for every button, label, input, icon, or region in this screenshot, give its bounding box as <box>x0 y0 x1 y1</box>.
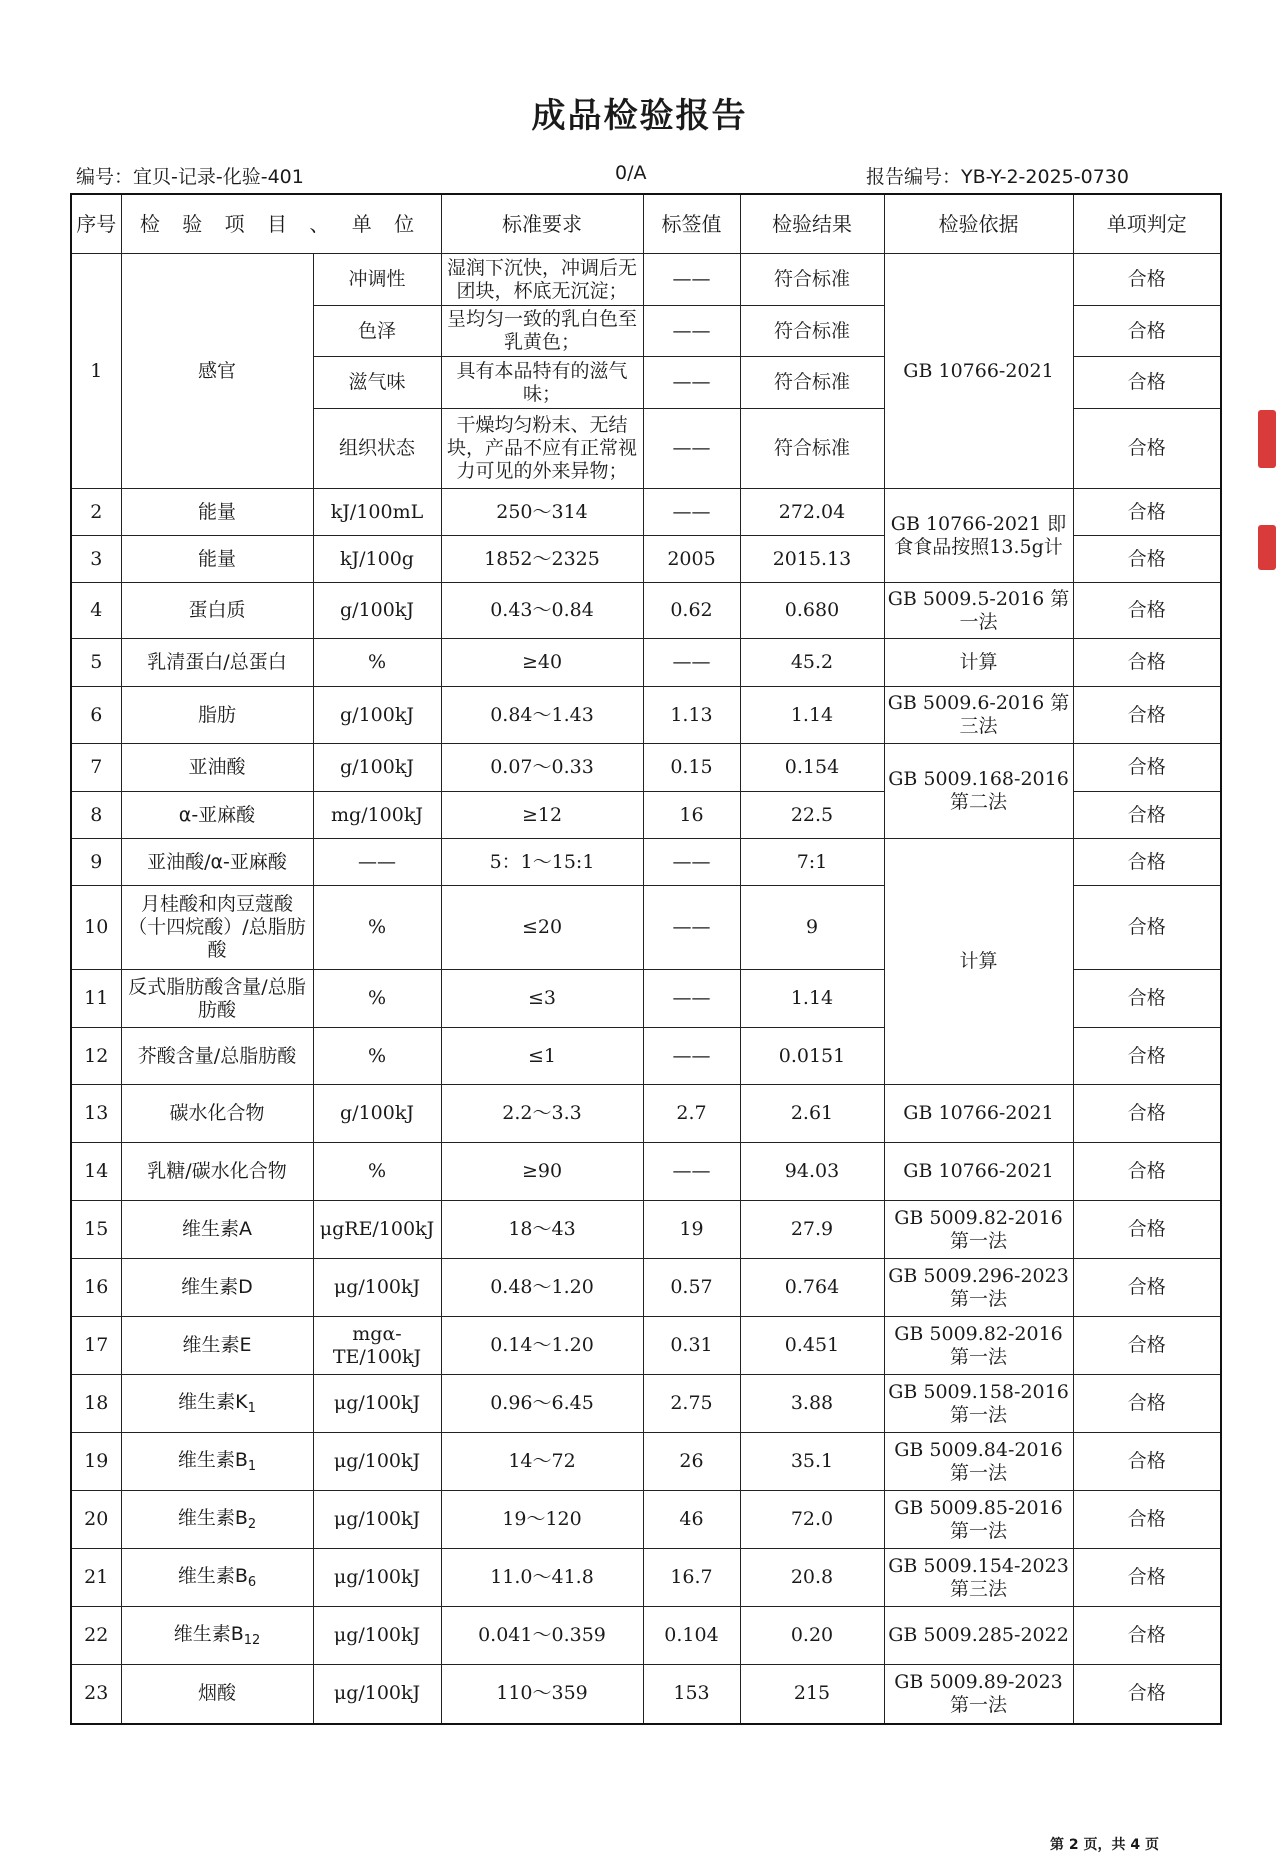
test-result: 符合标准 <box>740 409 884 489</box>
unit: % <box>313 1028 441 1085</box>
table-row <box>71 1433 1221 1491</box>
unit: μg/100kJ <box>313 1375 441 1433</box>
test-result: 272.04 <box>740 489 884 536</box>
standard-requirement: 5：1～15:1 <box>441 839 643 886</box>
judgement: 合格 <box>1073 1143 1221 1201</box>
judgement: 合格 <box>1073 1375 1221 1433</box>
test-result: 1.14 <box>740 970 884 1028</box>
row-seq: 5 <box>71 639 121 687</box>
label-value: 16 <box>643 792 740 839</box>
label-value: 0.57 <box>643 1259 740 1317</box>
header-basis: 检验依据 <box>884 194 1073 254</box>
test-result: 7:1 <box>740 839 884 886</box>
label-value: 19 <box>643 1201 740 1259</box>
header-label: 标签值 <box>643 194 740 254</box>
item-name: 脂肪 <box>121 687 313 744</box>
judgement: 合格 <box>1073 1607 1221 1665</box>
judgement: 合格 <box>1073 744 1221 792</box>
label-value: 2.75 <box>643 1375 740 1433</box>
test-result: 0.154 <box>740 744 884 792</box>
item-name <box>121 1491 313 1549</box>
judgement: 合格 <box>1073 357 1221 409</box>
label-value: —— <box>643 1143 740 1201</box>
label-value: 46 <box>643 1491 740 1549</box>
label-value: 1.13 <box>643 687 740 744</box>
label-value: —— <box>643 886 740 970</box>
test-basis: GB 5009.84-2016 第一法 <box>884 1433 1073 1491</box>
row-seq: 10 <box>71 886 121 970</box>
unit: μg/100kJ <box>313 1433 441 1491</box>
standard-requirement: 0.041～0.359 <box>441 1607 643 1665</box>
unit: % <box>313 639 441 687</box>
judgement: 合格 <box>1073 1433 1221 1491</box>
unit: μgRE/100kJ <box>313 1201 441 1259</box>
item-name: 维生素E <box>121 1317 313 1375</box>
standard-requirement: ≥90 <box>441 1143 643 1201</box>
item-name-base: 维生素B <box>177 1506 248 1529</box>
table-row <box>71 254 1221 306</box>
table-row <box>71 1665 1221 1724</box>
row-seq: 1 <box>71 254 121 489</box>
header-item-unit: 检 验 项 目 、 单 位 <box>121 194 441 254</box>
red-seal-stamp <box>1256 410 1279 610</box>
test-basis: GB 5009.285-2022 <box>884 1607 1073 1665</box>
item-name: 亚油酸/α-亚麻酸 <box>121 839 313 886</box>
item-name: 反式脂肪酸含量/总脂肪酸 <box>121 970 313 1028</box>
standard-requirement: 具有本品特有的滋气味； <box>441 357 643 409</box>
item-name: 维生素A <box>121 1201 313 1259</box>
header-result: 检验结果 <box>740 194 884 254</box>
table-row <box>71 687 1221 744</box>
test-basis: GB 5009.82-2016 第一法 <box>884 1201 1073 1259</box>
item-name <box>121 1375 313 1433</box>
table-row <box>71 1549 1221 1607</box>
item-name-base: 维生素K <box>178 1390 248 1413</box>
table-row <box>71 1317 1221 1375</box>
table-row <box>71 489 1221 536</box>
test-basis: GB 5009.154-2023 第三法 <box>884 1549 1073 1607</box>
label-value: —— <box>643 357 740 409</box>
label-value: —— <box>643 489 740 536</box>
item-name <box>121 1607 313 1665</box>
item-name: 月桂酸和肉豆蔻酸（十四烷酸）/总脂肪酸 <box>121 886 313 970</box>
judgement: 合格 <box>1073 970 1221 1028</box>
label-value: 0.104 <box>643 1607 740 1665</box>
label-value: —— <box>643 639 740 687</box>
judgement: 合格 <box>1073 886 1221 970</box>
standard-requirement: 呈均匀一致的乳白色至乳黄色； <box>441 306 643 357</box>
standard-requirement: 250～314 <box>441 489 643 536</box>
table-row <box>71 1607 1221 1665</box>
standard-requirement: 14～72 <box>441 1433 643 1491</box>
unit: g/100kJ <box>313 687 441 744</box>
sensory-item: 滋气味 <box>313 357 441 409</box>
table-row <box>71 1085 1221 1143</box>
standard-requirement: ≤3 <box>441 970 643 1028</box>
judgement: 合格 <box>1073 1085 1221 1143</box>
judgement: 合格 <box>1073 1549 1221 1607</box>
test-basis: 计算 <box>884 839 1073 1085</box>
test-basis: GB 10766-2021 即食食品按照13.5g计 <box>884 489 1073 583</box>
header-seq: 序号 <box>71 194 121 254</box>
report-number: 报告编号：YB-Y-2-2025-0730 <box>866 166 1129 188</box>
table-row <box>71 1259 1221 1317</box>
test-result: 符合标准 <box>740 357 884 409</box>
row-seq: 2 <box>71 489 121 536</box>
unit: % <box>313 1143 441 1201</box>
judgement: 合格 <box>1073 1201 1221 1259</box>
unit: kJ/100g <box>313 536 441 583</box>
standard-requirement: 18～43 <box>441 1201 643 1259</box>
label-value: 2005 <box>643 536 740 583</box>
test-basis: GB 10766-2021 <box>884 254 1073 489</box>
table-row <box>71 639 1221 687</box>
standard-requirement: ≤1 <box>441 1028 643 1085</box>
unit: mg/100kJ <box>313 792 441 839</box>
standard-requirement: 11.0～41.8 <box>441 1549 643 1607</box>
table-row <box>71 1143 1221 1201</box>
item-name: 芥酸含量/总脂肪酸 <box>121 1028 313 1085</box>
item-name: 蛋白质 <box>121 583 313 639</box>
standard-requirement: ≤20 <box>441 886 643 970</box>
item-name <box>121 1433 313 1491</box>
unit: —— <box>313 839 441 886</box>
row-seq: 4 <box>71 583 121 639</box>
test-result: 22.5 <box>740 792 884 839</box>
label-value: 26 <box>643 1433 740 1491</box>
table-header-row <box>71 194 1221 254</box>
item-name: 烟酸 <box>121 1665 313 1724</box>
item-name: 乳糖/碳水化合物 <box>121 1143 313 1201</box>
item-name-subscript: 12 <box>243 1632 261 1648</box>
table-row <box>71 583 1221 639</box>
sensory-category: 感官 <box>121 254 313 489</box>
unit: mgα-TE/100kJ <box>313 1317 441 1375</box>
row-seq: 19 <box>71 1433 121 1491</box>
row-seq: 15 <box>71 1201 121 1259</box>
test-result: 2015.13 <box>740 536 884 583</box>
test-result: 72.0 <box>740 1491 884 1549</box>
item-name-subscript: 1 <box>247 1458 257 1474</box>
judgement: 合格 <box>1073 1259 1221 1317</box>
judgement: 合格 <box>1073 1317 1221 1375</box>
row-seq: 8 <box>71 792 121 839</box>
standard-requirement: 1852～2325 <box>441 536 643 583</box>
test-basis: GB 5009.158-2016 第一法 <box>884 1375 1073 1433</box>
label-value: 16.7 <box>643 1549 740 1607</box>
header-judgement: 单项判定 <box>1073 194 1221 254</box>
item-name-base: 维生素B <box>177 1564 248 1587</box>
test-result: 215 <box>740 1665 884 1724</box>
label-value: 153 <box>643 1665 740 1724</box>
row-seq: 21 <box>71 1549 121 1607</box>
test-result: 94.03 <box>740 1143 884 1201</box>
item-name-subscript: 1 <box>247 1400 256 1416</box>
item-name-base: 维生素B <box>177 1448 248 1471</box>
unit: kJ/100mL <box>313 489 441 536</box>
header-standard: 标准要求 <box>441 194 643 254</box>
standard-requirement: 19～120 <box>441 1491 643 1549</box>
standard-requirement: 0.07～0.33 <box>441 744 643 792</box>
row-seq: 13 <box>71 1085 121 1143</box>
label-value: 0.31 <box>643 1317 740 1375</box>
row-seq: 14 <box>71 1143 121 1201</box>
item-name: 能量 <box>121 489 313 536</box>
sensory-item: 冲调性 <box>313 254 441 306</box>
unit: μg/100kJ <box>313 1491 441 1549</box>
standard-requirement: ≥12 <box>441 792 643 839</box>
table-row <box>71 744 1221 792</box>
row-seq: 16 <box>71 1259 121 1317</box>
test-basis: GB 10766-2021 <box>884 1085 1073 1143</box>
test-basis: GB 10766-2021 <box>884 1143 1073 1201</box>
test-result: 3.88 <box>740 1375 884 1433</box>
unit: % <box>313 970 441 1028</box>
unit: μg/100kJ <box>313 1259 441 1317</box>
test-basis: GB 5009.85-2016 第一法 <box>884 1491 1073 1549</box>
judgement: 合格 <box>1073 639 1221 687</box>
test-basis: GB 5009.296-2023 第一法 <box>884 1259 1073 1317</box>
label-value: 0.15 <box>643 744 740 792</box>
test-result: 1.14 <box>740 687 884 744</box>
standard-requirement: 0.48～1.20 <box>441 1259 643 1317</box>
test-result: 35.1 <box>740 1433 884 1491</box>
judgement: 合格 <box>1073 583 1221 639</box>
unit: g/100kJ <box>313 583 441 639</box>
judgement: 合格 <box>1073 409 1221 489</box>
judgement: 合格 <box>1073 839 1221 886</box>
unit: g/100kJ <box>313 744 441 792</box>
test-basis: GB 5009.5-2016 第一法 <box>884 583 1073 639</box>
item-name: 维生素D <box>121 1259 313 1317</box>
item-name: 亚油酸 <box>121 744 313 792</box>
standard-requirement: 0.84～1.43 <box>441 687 643 744</box>
test-basis: 计算 <box>884 639 1073 687</box>
label-value: —— <box>643 970 740 1028</box>
row-seq: 23 <box>71 1665 121 1724</box>
standard-requirement: 湿润下沉快，冲调后无团块，杯底无沉淀； <box>441 254 643 306</box>
table-row <box>71 1491 1221 1549</box>
test-result: 0.680 <box>740 583 884 639</box>
label-value: —— <box>643 306 740 357</box>
sensory-item: 组织状态 <box>313 409 441 489</box>
test-basis: GB 5009.168-2016 第二法 <box>884 744 1073 839</box>
standard-requirement: 2.2～3.3 <box>441 1085 643 1143</box>
test-basis: GB 5009.82-2016 第一法 <box>884 1317 1073 1375</box>
label-value: —— <box>643 254 740 306</box>
standard-requirement: 干燥均匀粉末、无结块，产品不应有正常视力可见的外来异物； <box>441 409 643 489</box>
label-value: 2.7 <box>643 1085 740 1143</box>
test-result: 0.0151 <box>740 1028 884 1085</box>
judgement: 合格 <box>1073 1491 1221 1549</box>
standard-requirement: 110～359 <box>441 1665 643 1724</box>
inspection-table <box>70 193 1222 1725</box>
test-result: 9 <box>740 886 884 970</box>
row-seq: 6 <box>71 687 121 744</box>
judgement: 合格 <box>1073 489 1221 536</box>
table-row <box>71 1201 1221 1259</box>
test-result: 符合标准 <box>740 306 884 357</box>
label-value: —— <box>643 1028 740 1085</box>
test-result: 27.9 <box>740 1201 884 1259</box>
row-seq: 17 <box>71 1317 121 1375</box>
item-name-subscript: 6 <box>247 1574 257 1590</box>
table-row <box>71 839 1221 886</box>
page-title: 成品检验报告 <box>531 96 748 136</box>
item-name: 乳清蛋白/总蛋白 <box>121 639 313 687</box>
unit: μg/100kJ <box>313 1665 441 1724</box>
item-name-base: 维生素B <box>173 1622 244 1645</box>
item-name-subscript: 2 <box>247 1516 257 1532</box>
standard-requirement: ≥40 <box>441 639 643 687</box>
page-number: 第 2 页，共 4 页 <box>1050 1837 1159 1853</box>
row-seq: 20 <box>71 1491 121 1549</box>
sensory-item: 色泽 <box>313 306 441 357</box>
row-seq: 18 <box>71 1375 121 1433</box>
unit: μg/100kJ <box>313 1607 441 1665</box>
item-name: 碳水化合物 <box>121 1085 313 1143</box>
test-basis: GB 5009.6-2016 第三法 <box>884 687 1073 744</box>
row-seq: 22 <box>71 1607 121 1665</box>
row-seq: 12 <box>71 1028 121 1085</box>
row-seq: 7 <box>71 744 121 792</box>
unit: % <box>313 886 441 970</box>
test-result: 2.61 <box>740 1085 884 1143</box>
row-seq: 3 <box>71 536 121 583</box>
judgement: 合格 <box>1073 254 1221 306</box>
label-value: 0.62 <box>643 583 740 639</box>
unit: μg/100kJ <box>313 1549 441 1607</box>
test-result: 45.2 <box>740 639 884 687</box>
judgement: 合格 <box>1073 1665 1221 1724</box>
item-name: 能量 <box>121 536 313 583</box>
unit: g/100kJ <box>313 1085 441 1143</box>
item-name: α-亚麻酸 <box>121 792 313 839</box>
judgement: 合格 <box>1073 536 1221 583</box>
standard-requirement: 0.43～0.84 <box>441 583 643 639</box>
test-result: 符合标准 <box>740 254 884 306</box>
standard-requirement: 0.96～6.45 <box>441 1375 643 1433</box>
version: 0/A <box>615 162 647 184</box>
test-result: 0.764 <box>740 1259 884 1317</box>
judgement: 合格 <box>1073 1028 1221 1085</box>
judgement: 合格 <box>1073 792 1221 839</box>
test-result: 0.451 <box>740 1317 884 1375</box>
item-name <box>121 1549 313 1607</box>
test-result: 20.8 <box>740 1549 884 1607</box>
standard-requirement: 0.14～1.20 <box>441 1317 643 1375</box>
document-number: 编号：宜贝-记录-化验-401 <box>76 166 304 188</box>
label-value: —— <box>643 839 740 886</box>
test-result: 0.20 <box>740 1607 884 1665</box>
judgement: 合格 <box>1073 687 1221 744</box>
row-seq: 9 <box>71 839 121 886</box>
judgement: 合格 <box>1073 306 1221 357</box>
test-basis: GB 5009.89-2023 第一法 <box>884 1665 1073 1724</box>
row-seq: 11 <box>71 970 121 1028</box>
label-value: —— <box>643 409 740 489</box>
table-row <box>71 1375 1221 1433</box>
